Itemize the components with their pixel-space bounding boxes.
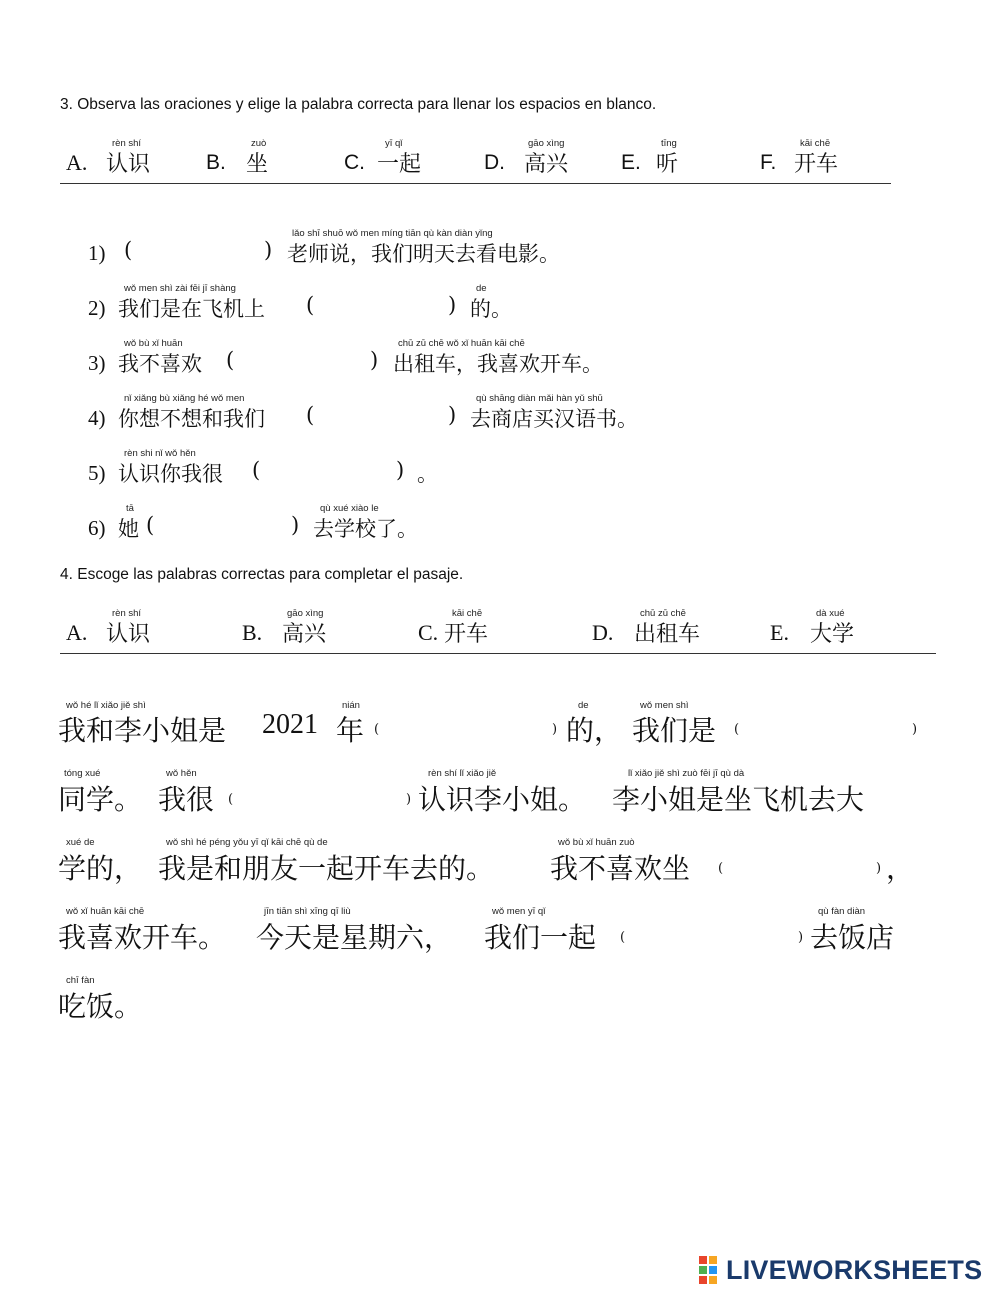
- blank-close-paren: ): [912, 722, 918, 737]
- passage-pinyin: jīn tiān shì xīng qī liù: [264, 906, 351, 917]
- logo-text: LIVEWORKSHEETS: [726, 1255, 983, 1285]
- sentence-number: 3): [88, 351, 106, 375]
- option-letter: F.: [760, 151, 777, 174]
- passage-blank-1[interactable]: [386, 714, 546, 744]
- passage-text: 今天是星期六，: [256, 921, 453, 954]
- passage-text: 我不喜欢坐: [550, 852, 691, 885]
- sentence-number: 6): [88, 516, 106, 540]
- sentence-pinyin-after: chū zū chē wǒ xǐ huān kāi chē: [398, 338, 525, 349]
- option-letter: A.: [66, 620, 88, 645]
- option-letter: C.: [344, 151, 365, 174]
- blank-open-paren: (: [306, 403, 315, 427]
- sentence-pinyin-after: lǎo shī shuō wǒ men míng tiān qù kàn diàn yǐng: [292, 228, 493, 239]
- passage-text: 我是和朋友一起开车去的。: [158, 852, 495, 885]
- option-letter: B.: [206, 151, 226, 174]
- passage-pinyin: tóng xué: [64, 768, 101, 779]
- passage-year: 2021: [262, 709, 318, 740]
- option-word: 出租车: [634, 622, 701, 647]
- passage-pinyin: wǒ men shì: [640, 700, 689, 711]
- blank-close-paren: ): [370, 348, 379, 372]
- answer-blank-4[interactable]: [328, 403, 438, 431]
- passage-text: 我们是: [632, 714, 717, 747]
- blank-open-paren: (: [146, 513, 155, 537]
- passage-text: 李小姐是坐飞机去大: [612, 783, 865, 816]
- option-pinyin: kāi chē: [800, 138, 831, 149]
- sentence-number: 5): [88, 461, 106, 485]
- passage-text: 认识李小姐。: [418, 783, 587, 816]
- option-word: 听: [656, 152, 679, 177]
- answer-blank-2[interactable]: [328, 293, 438, 321]
- blank-close-paren: ): [448, 293, 457, 317]
- passage-text: 我和李小姐是: [58, 714, 227, 747]
- sentence-pinyin-before: rèn shi nǐ wǒ hěn: [124, 448, 196, 459]
- sentence-number: 4): [88, 406, 106, 430]
- sentence-text-after: 。: [417, 462, 438, 486]
- sentence-text-after: 去商店买汉语书。: [470, 407, 638, 431]
- sentence-text-before: 我们是在飞机上: [118, 297, 265, 321]
- option-pinyin: dà xué: [816, 608, 845, 619]
- blank-close-paren: ): [798, 930, 804, 945]
- passage-pinyin: wǒ hěn: [166, 768, 197, 779]
- option-pinyin: gāo xìng: [528, 138, 565, 149]
- sentence-number: 2): [88, 296, 106, 320]
- sentence-text-before: 我不喜欢: [118, 352, 202, 376]
- sentence-pinyin-before: nǐ xiǎng bù xiǎng hé wǒ men: [124, 393, 245, 404]
- option-word: 高兴: [282, 622, 327, 647]
- blank-close-paren: ): [406, 792, 412, 807]
- blank-open-paren: (: [226, 348, 235, 372]
- passage-pinyin: xué de: [66, 837, 95, 848]
- divider: [60, 183, 891, 184]
- sentence-pinyin-after: de: [476, 283, 487, 294]
- option-letter: E.: [770, 620, 789, 645]
- sentence-text-after: 老师说，我们明天去看电影。: [287, 242, 560, 266]
- passage-text: 学的，: [58, 852, 143, 885]
- divider: [60, 653, 936, 654]
- blank-open-paren: (: [620, 930, 626, 945]
- blank-close-paren: ): [876, 861, 882, 876]
- passage-pinyin: wǒ shì hé péng yǒu yī qǐ kāi chē qù de: [166, 837, 328, 848]
- option-word: 认识: [106, 622, 151, 647]
- option-letter: C.: [418, 620, 439, 645]
- blank-close-paren: ): [396, 458, 405, 482]
- sentence-pinyin-after: qù shāng diàn mǎi hàn yǔ shū: [476, 393, 603, 404]
- blank-open-paren: (: [718, 861, 724, 876]
- option-letter: D.: [592, 620, 614, 645]
- passage-text: 的，: [566, 714, 623, 747]
- blank-open-paren: (: [306, 293, 315, 317]
- section4-instruction: 4. Escoge las palabras correctas para completar el pasaje.: [60, 566, 464, 583]
- passage-blank-4[interactable]: [730, 852, 870, 882]
- passage-pinyin: wǒ men yī qǐ: [492, 906, 546, 917]
- option-word: 大学: [810, 622, 855, 647]
- answer-blank-3[interactable]: [248, 348, 360, 376]
- blank-open-paren: (: [374, 722, 380, 737]
- sentence-text-before: 她: [118, 517, 139, 541]
- option-letter: D.: [484, 151, 505, 174]
- option-letter: A.: [66, 150, 88, 175]
- passage-blank-2[interactable]: [746, 714, 906, 744]
- sentence-text-before: 认识你我很: [118, 462, 223, 486]
- sentence-pinyin-before: wǒ bù xǐ huān: [124, 338, 183, 349]
- passage-text: 年: [336, 714, 365, 747]
- passage-blank-5[interactable]: [632, 921, 792, 951]
- section3-instruction: 3. Observa las oraciones y elige la palabra correcta para llenar los espacios en blanco.: [60, 96, 657, 113]
- passage-pinyin: wǒ xǐ huān kāi chē: [66, 906, 145, 917]
- blank-close-paren: ): [291, 513, 300, 537]
- passage-text: 我很: [158, 783, 215, 816]
- passage-text: 去饭店: [810, 921, 895, 954]
- passage-blank-3[interactable]: [240, 783, 400, 813]
- blank-open-paren: (: [252, 458, 261, 482]
- option-pinyin: rèn shí: [112, 138, 142, 149]
- passage-text: 同学。: [58, 783, 143, 816]
- passage-pinyin: qù fàn diàn: [818, 906, 866, 917]
- passage-text: 我们一起: [484, 921, 597, 954]
- sentence-text-after: 出租车，我喜欢开车。: [393, 352, 603, 376]
- sentence-pinyin-before: tā: [126, 503, 134, 514]
- option-word: 高兴: [524, 152, 569, 177]
- passage-pinyin: wǒ bù xǐ huān zuò: [558, 837, 635, 848]
- passage-pinyin: wǒ hé lǐ xiǎo jiě shì: [66, 700, 146, 711]
- sentence-text-after: 的。: [470, 297, 512, 321]
- option-pinyin: tīng: [661, 138, 677, 149]
- passage-text: 吃饭。: [58, 990, 143, 1023]
- sentence-number: 1): [88, 241, 106, 265]
- answer-blank-5[interactable]: [274, 458, 384, 486]
- option-word: 开车: [794, 152, 839, 177]
- blank-close-paren: ): [552, 722, 558, 737]
- option-word: 认识: [106, 152, 151, 177]
- passage-pinyin: nián: [342, 700, 360, 711]
- option-word: 坐: [246, 152, 269, 177]
- passage-text: ，: [886, 852, 915, 885]
- option-word: 一起: [377, 152, 422, 177]
- blank-close-paren: ): [448, 403, 457, 427]
- blank-open-paren: (: [124, 238, 133, 262]
- sentence-text-after: 去学校了。: [313, 517, 418, 541]
- option-pinyin: kāi chē: [452, 608, 483, 619]
- option-pinyin: rèn shí: [112, 608, 142, 619]
- passage-pinyin: de: [578, 700, 589, 711]
- passage-pinyin: chī fàn: [66, 975, 95, 986]
- option-word: 开车: [444, 622, 489, 647]
- blank-close-paren: ): [264, 238, 273, 262]
- option-pinyin: chū zū chē: [640, 608, 686, 619]
- sentence-text-before: 你想不想和我们: [118, 407, 265, 431]
- option-pinyin: yī qǐ: [385, 138, 403, 149]
- sentence-pinyin-after: qù xué xiào le: [320, 503, 379, 514]
- option-letter: B.: [242, 620, 263, 645]
- passage-pinyin: rèn shí lǐ xiǎo jiě: [428, 768, 497, 779]
- option-letter: E.: [621, 151, 641, 174]
- answer-blank-1[interactable]: [146, 238, 254, 266]
- blank-open-paren: (: [228, 792, 234, 807]
- answer-blank-6[interactable]: [168, 513, 280, 541]
- passage-text: 我喜欢开车。: [58, 921, 227, 954]
- sentence-pinyin-before: wǒ men shì zài fēi jī shàng: [124, 283, 236, 294]
- option-pinyin: gāo xìng: [287, 608, 324, 619]
- passage-pinyin: lǐ xiǎo jiě shì zuò fēi jī qù dà: [628, 768, 745, 779]
- option-pinyin: zuò: [251, 138, 267, 149]
- blank-open-paren: (: [734, 722, 740, 737]
